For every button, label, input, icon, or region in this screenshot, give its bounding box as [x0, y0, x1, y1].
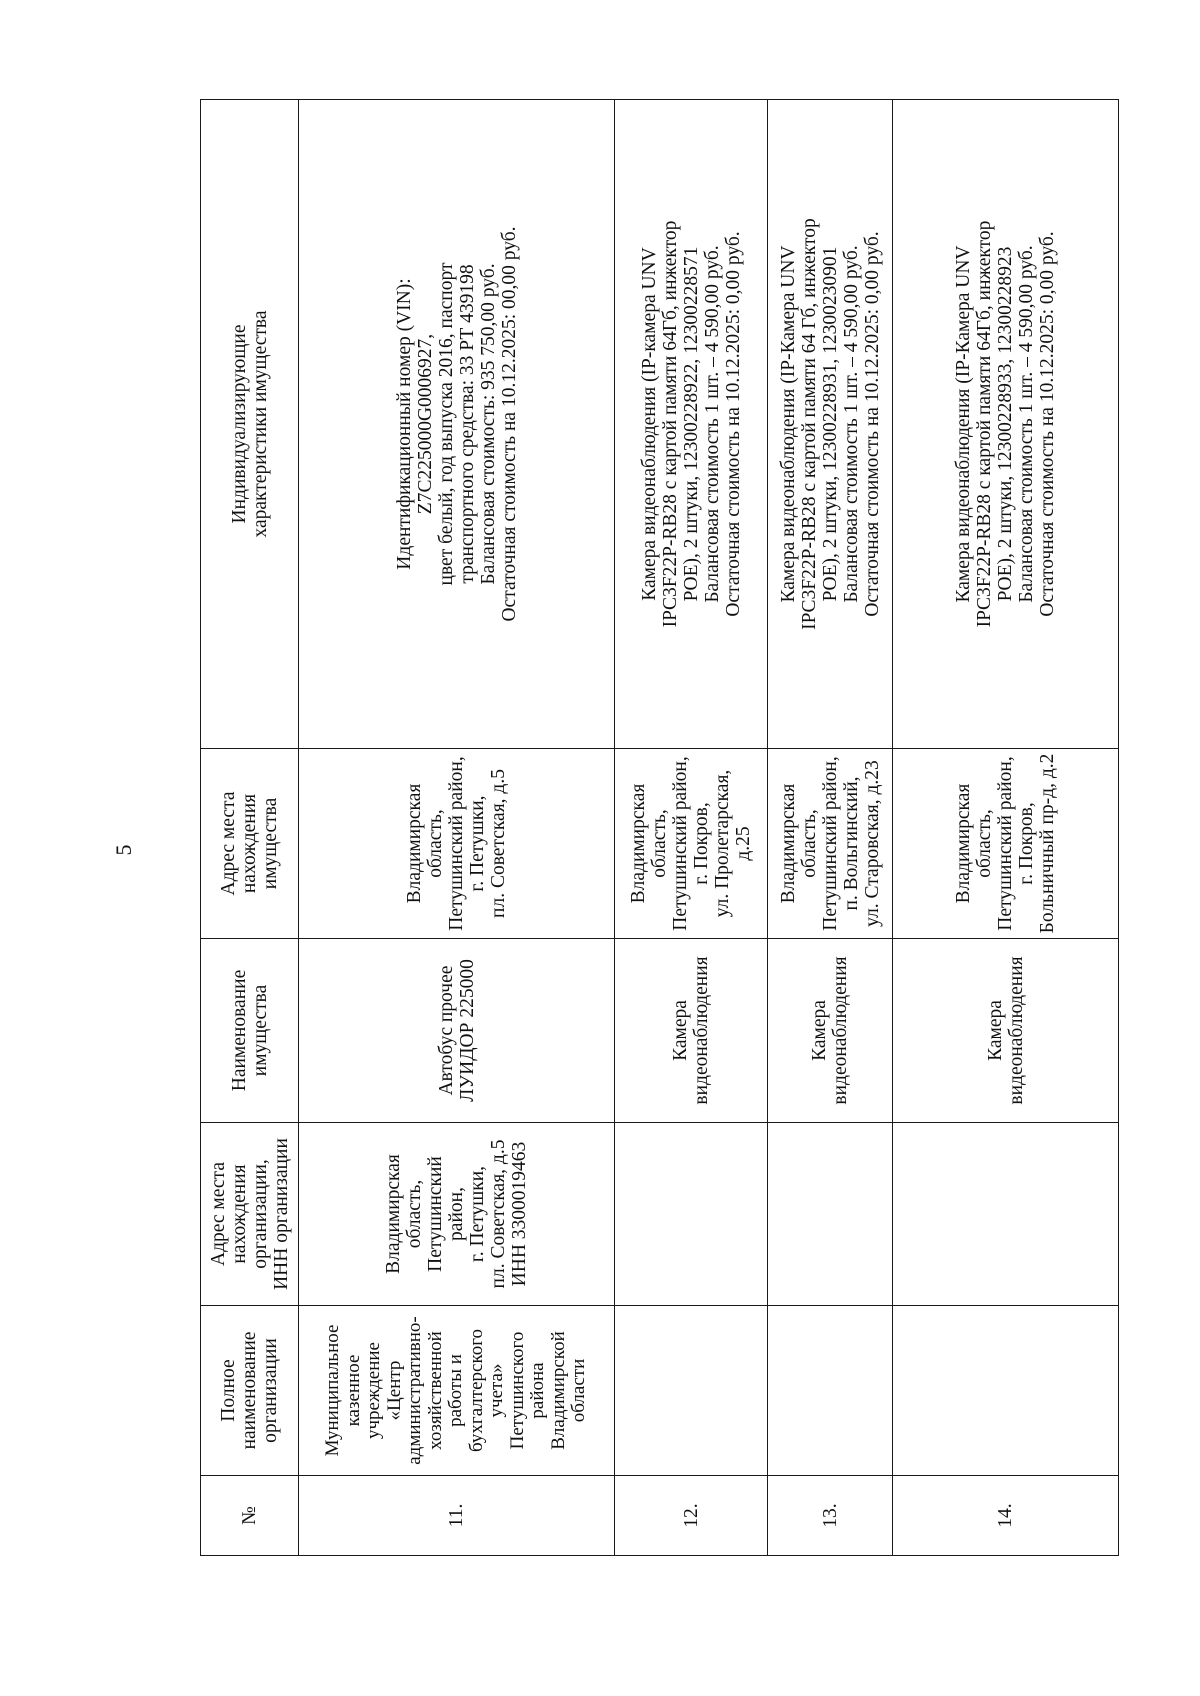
header-number: № — [201, 1476, 299, 1556]
empty-cell — [615, 1306, 768, 1476]
table-row — [615, 100, 768, 1556]
row-number: 13. — [768, 1476, 893, 1556]
header-item-details: Индивидуализирующие характеристики имущества — [201, 100, 299, 749]
item-details-cell: Идентификационный номер (VIN): Z7C225000G0006927, цвет белый, год выпуска 2016, паспорт транспортного средства: 33 РТ 439198 Балансовая стоимость: 935 750,00 руб. Остаточная стоимость на 10.12.2025: 00,00 руб. — [299, 100, 615, 749]
item-details-cell: Камера видеонаблюдения (IP-Камера UNV IPC3F22P-RB28 с картой памяти 64Гб, инжектор POE), 2 штуки, 12300228933, 12300228923 Балансовая стоимость 1 шт. – 4 590,00 руб. Остаточная стоимость на 10.12.2025: 0,00 руб. — [893, 100, 1119, 749]
org-name-cell: Муниципальное казенное учреждение «Центр административно- хозяйственной работы и бухгалтерского учета» Петушинского района Владимирской области — [299, 1306, 615, 1476]
org-address-cell: Владимирская область, Петушинский район, г. Петушки, пл. Советская, д.5 ИНН 3300019463 — [299, 1123, 615, 1306]
row-number: 11. — [299, 1476, 615, 1556]
item-location-cell: Владимирская область, Петушинский район, п. Вольгинский, ул. Старовская, д.23 — [768, 749, 893, 939]
empty-cell — [768, 1306, 893, 1476]
empty-cell — [893, 1123, 1119, 1306]
empty-cell — [615, 1123, 768, 1306]
empty-cell — [768, 1123, 893, 1306]
item-details-cell: Камера видеонаблюдения (IP-Камера UNV IPC3F22P-RB28 с картой памяти 64 Гб, инжектор POE), 2 штуки, 12300228931, 12300230901 Балансовая стоимость 1 шт. – 4 590,00 руб. Остаточная стоимость на 10.12.2025: 0,00 руб. — [768, 100, 893, 749]
header-org-address: Адрес места нахождения организации, ИНН организации — [201, 1123, 299, 1306]
empty-cell — [893, 1306, 1119, 1476]
item-location-cell: Владимирская область, Петушинский район, г. Покров, ул. Пролетарская, д.25 — [615, 749, 768, 939]
header-item-name: Наименование имущества — [201, 939, 299, 1123]
item-name-cell: Камера видеонаблюдения — [768, 939, 893, 1123]
page-number: 5 — [111, 844, 136, 856]
row-number: 14. — [893, 1476, 1119, 1556]
row-number: 12. — [615, 1476, 768, 1556]
item-name-cell: Камера видеонаблюдения — [893, 939, 1119, 1123]
table-row — [299, 100, 615, 1556]
header-item-location: Адрес места нахождения имущества — [201, 749, 299, 939]
table-row — [893, 100, 1119, 1556]
item-name-cell: Автобус прочее ЛУИДОР 225000 — [299, 939, 615, 1123]
item-location-cell: Владимирская область, Петушинский район, г. Петушки, пл. Советская, д.5 — [299, 749, 615, 939]
item-name-cell: Камера видеонаблюдения — [615, 939, 768, 1123]
item-details-cell: Камера видеонаблюдения (IP-камера UNV IPC3F22P-RB28 с картой памяти 64Гб, инжектор POE), 2 штуки, 12300228922, 12300228571 Балансовая стоимость 1 шт. – 4 590,00 руб. Остаточная стоимость на 10.12.2025: 0,00 руб. — [615, 100, 768, 749]
header-org-name: Полное наименование организации — [201, 1306, 299, 1476]
table-row — [768, 100, 893, 1556]
item-location-cell: Владимирская область, Петушинский район, г. Покров, Больничный пр-д, д.2 — [893, 749, 1119, 939]
property-registry-table — [200, 99, 1119, 1556]
rotated-table-wrapper — [200, 100, 1118, 1556]
table-header-row — [201, 100, 299, 1556]
